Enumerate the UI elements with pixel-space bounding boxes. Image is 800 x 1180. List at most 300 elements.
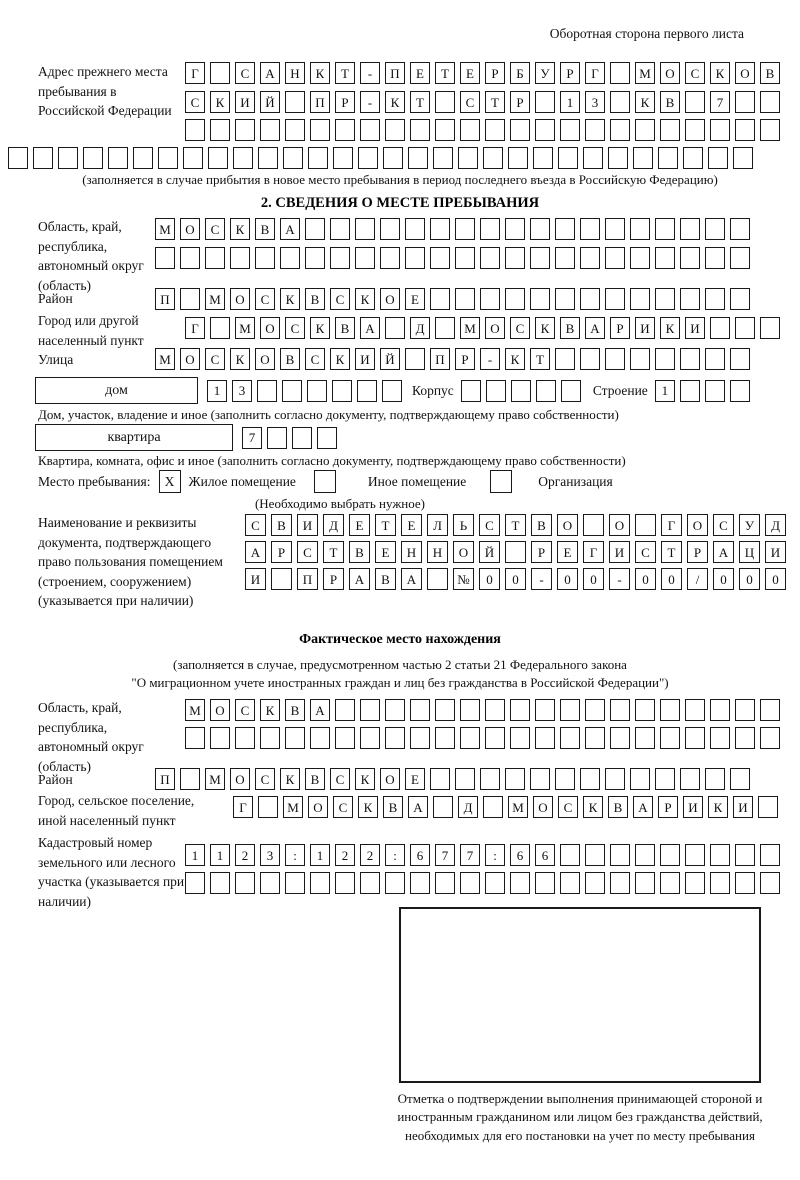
char-box[interactable]: Ь (453, 514, 474, 536)
char-box[interactable] (485, 699, 505, 721)
char-box[interactable] (260, 727, 280, 749)
char-box[interactable]: А (349, 568, 370, 590)
char-box[interactable] (530, 288, 550, 310)
char-box[interactable] (280, 247, 300, 269)
char-box[interactable] (580, 288, 600, 310)
char-box[interactable] (383, 147, 403, 169)
char-box[interactable]: И (609, 541, 630, 563)
char-box[interactable]: П (430, 348, 450, 370)
char-box[interactable] (605, 247, 625, 269)
char-box[interactable]: Т (323, 541, 344, 563)
char-box[interactable]: 3 (260, 844, 280, 866)
char-box[interactable] (760, 844, 780, 866)
char-box[interactable]: : (285, 844, 305, 866)
char-box[interactable]: П (155, 288, 175, 310)
char-box[interactable]: О (180, 218, 200, 240)
char-box[interactable]: 0 (505, 568, 526, 590)
char-box[interactable] (480, 288, 500, 310)
char-box[interactable]: С (305, 348, 325, 370)
char-box[interactable]: К (260, 699, 280, 721)
char-box[interactable] (680, 288, 700, 310)
char-box[interactable]: А (585, 317, 605, 339)
char-box[interactable] (658, 147, 678, 169)
char-box[interactable] (710, 872, 730, 894)
char-box[interactable] (635, 119, 655, 141)
char-box[interactable]: М (283, 796, 303, 818)
char-box[interactable] (705, 768, 725, 790)
char-box[interactable]: С (558, 796, 578, 818)
char-box[interactable] (427, 568, 448, 590)
char-box[interactable] (580, 247, 600, 269)
char-box[interactable] (258, 796, 278, 818)
char-box[interactable] (560, 727, 580, 749)
char-box[interactable] (435, 91, 455, 113)
char-box[interactable] (292, 427, 312, 449)
char-box[interactable] (505, 768, 525, 790)
char-box[interactable] (158, 147, 178, 169)
char-box[interactable]: К (330, 348, 350, 370)
char-box[interactable] (255, 247, 275, 269)
char-box[interactable] (610, 91, 630, 113)
char-box[interactable]: С (330, 768, 350, 790)
char-box[interactable] (230, 247, 250, 269)
char-box[interactable] (185, 119, 205, 141)
char-box[interactable] (760, 699, 780, 721)
char-box[interactable] (683, 147, 703, 169)
char-box[interactable]: - (360, 91, 380, 113)
char-box[interactable] (355, 247, 375, 269)
char-box[interactable]: 1 (207, 380, 227, 402)
char-box[interactable] (510, 699, 530, 721)
char-box[interactable] (585, 699, 605, 721)
char-box[interactable]: Д (410, 317, 430, 339)
char-box[interactable] (605, 768, 625, 790)
char-box[interactable]: А (260, 62, 280, 84)
char-box[interactable]: 0 (557, 568, 578, 590)
char-box[interactable]: П (310, 91, 330, 113)
char-box[interactable]: М (508, 796, 528, 818)
char-box[interactable]: : (385, 844, 405, 866)
char-box[interactable]: 1 (185, 844, 205, 866)
char-box[interactable] (630, 247, 650, 269)
char-box[interactable] (730, 218, 750, 240)
char-box[interactable] (655, 218, 675, 240)
char-box[interactable]: В (560, 317, 580, 339)
char-box[interactable]: С (245, 514, 266, 536)
char-box[interactable] (480, 247, 500, 269)
char-box[interactable]: Р (335, 91, 355, 113)
char-box[interactable] (708, 147, 728, 169)
char-box[interactable] (271, 568, 292, 590)
char-box[interactable] (486, 380, 506, 402)
char-box[interactable] (305, 247, 325, 269)
char-box[interactable]: К (385, 91, 405, 113)
char-box[interactable]: К (280, 768, 300, 790)
char-box[interactable] (635, 699, 655, 721)
char-box[interactable]: Р (610, 317, 630, 339)
char-box[interactable]: В (349, 541, 370, 563)
char-box[interactable] (560, 699, 580, 721)
char-box[interactable]: Р (485, 62, 505, 84)
char-box[interactable]: - (480, 348, 500, 370)
char-box[interactable] (680, 768, 700, 790)
char-box[interactable]: Р (531, 541, 552, 563)
char-box[interactable]: Г (185, 317, 205, 339)
char-box[interactable]: Г (233, 796, 253, 818)
char-box[interactable] (180, 288, 200, 310)
char-box[interactable] (583, 147, 603, 169)
char-box[interactable]: И (635, 317, 655, 339)
char-box[interactable]: Р (687, 541, 708, 563)
char-box[interactable]: В (305, 288, 325, 310)
char-box[interactable] (555, 348, 575, 370)
char-box[interactable] (535, 727, 555, 749)
char-box[interactable] (685, 699, 705, 721)
char-box[interactable]: А (401, 568, 422, 590)
char-box[interactable]: К (310, 317, 330, 339)
char-box[interactable]: А (360, 317, 380, 339)
char-box[interactable] (680, 218, 700, 240)
char-box[interactable]: О (660, 62, 680, 84)
char-box[interactable]: 1 (310, 844, 330, 866)
char-box[interactable] (33, 147, 53, 169)
char-box[interactable]: - (360, 62, 380, 84)
char-box[interactable]: И (235, 91, 255, 113)
char-box[interactable]: В (305, 768, 325, 790)
char-box[interactable]: Е (405, 288, 425, 310)
char-box[interactable] (435, 119, 455, 141)
char-box[interactable]: Т (661, 541, 682, 563)
char-box[interactable] (685, 119, 705, 141)
char-box[interactable] (660, 119, 680, 141)
char-box[interactable] (283, 147, 303, 169)
char-box[interactable] (705, 380, 725, 402)
char-box[interactable]: : (485, 844, 505, 866)
char-box[interactable] (408, 147, 428, 169)
char-box[interactable]: А (245, 541, 266, 563)
char-box[interactable] (530, 768, 550, 790)
char-box[interactable] (733, 147, 753, 169)
char-box[interactable]: О (255, 348, 275, 370)
char-box[interactable] (335, 872, 355, 894)
char-box[interactable] (257, 380, 277, 402)
char-box[interactable]: С (713, 514, 734, 536)
char-box[interactable] (760, 91, 780, 113)
char-box[interactable]: О (210, 699, 230, 721)
char-box[interactable] (555, 218, 575, 240)
char-box[interactable]: С (285, 317, 305, 339)
char-box[interactable] (405, 348, 425, 370)
char-box[interactable]: Й (479, 541, 500, 563)
char-box[interactable]: И (297, 514, 318, 536)
char-box[interactable]: Н (285, 62, 305, 84)
char-box[interactable] (710, 119, 730, 141)
char-box[interactable] (235, 119, 255, 141)
char-box[interactable] (685, 727, 705, 749)
char-box[interactable] (710, 699, 730, 721)
char-box[interactable]: Е (375, 541, 396, 563)
char-box[interactable] (433, 796, 453, 818)
char-box[interactable]: К (708, 796, 728, 818)
checkbox-organizaciya[interactable] (490, 470, 512, 493)
house-type-box[interactable]: дом (35, 377, 198, 404)
char-box[interactable] (435, 727, 455, 749)
char-box[interactable]: Т (435, 62, 455, 84)
char-box[interactable] (660, 699, 680, 721)
char-box[interactable] (485, 119, 505, 141)
char-box[interactable] (535, 119, 555, 141)
char-box[interactable] (183, 147, 203, 169)
char-box[interactable] (307, 380, 327, 402)
char-box[interactable] (760, 317, 780, 339)
char-box[interactable] (385, 317, 405, 339)
char-box[interactable] (630, 348, 650, 370)
char-box[interactable]: Г (583, 541, 604, 563)
char-box[interactable] (458, 147, 478, 169)
char-box[interactable]: Г (661, 514, 682, 536)
char-box[interactable]: С (479, 514, 500, 536)
char-box[interactable]: К (583, 796, 603, 818)
char-box[interactable] (455, 768, 475, 790)
char-box[interactable] (333, 147, 353, 169)
char-box[interactable]: 3 (232, 380, 252, 402)
char-box[interactable] (685, 844, 705, 866)
char-box[interactable] (210, 727, 230, 749)
char-box[interactable] (610, 62, 630, 84)
char-box[interactable] (360, 727, 380, 749)
char-box[interactable] (705, 247, 725, 269)
char-box[interactable]: 0 (739, 568, 760, 590)
char-box[interactable]: А (713, 541, 734, 563)
char-box[interactable]: Г (185, 62, 205, 84)
char-box[interactable] (735, 699, 755, 721)
char-box[interactable]: К (230, 348, 250, 370)
char-box[interactable] (180, 247, 200, 269)
char-box[interactable]: С (685, 62, 705, 84)
char-box[interactable]: С (330, 288, 350, 310)
char-box[interactable] (235, 727, 255, 749)
char-box[interactable] (536, 380, 556, 402)
char-box[interactable]: 0 (479, 568, 500, 590)
char-box[interactable] (710, 844, 730, 866)
char-box[interactable]: 2 (360, 844, 380, 866)
char-box[interactable] (635, 727, 655, 749)
char-box[interactable] (480, 768, 500, 790)
char-box[interactable]: 6 (510, 844, 530, 866)
char-box[interactable] (385, 699, 405, 721)
char-box[interactable] (610, 844, 630, 866)
char-box[interactable] (285, 727, 305, 749)
char-box[interactable] (185, 727, 205, 749)
char-box[interactable]: В (660, 91, 680, 113)
char-box[interactable]: У (739, 514, 760, 536)
char-box[interactable]: О (308, 796, 328, 818)
char-box[interactable] (555, 288, 575, 310)
char-box[interactable] (605, 348, 625, 370)
char-box[interactable]: Е (460, 62, 480, 84)
char-box[interactable]: К (660, 317, 680, 339)
char-box[interactable] (285, 91, 305, 113)
char-box[interactable]: К (535, 317, 555, 339)
char-box[interactable]: В (375, 568, 396, 590)
char-box[interactable] (680, 247, 700, 269)
char-box[interactable] (605, 218, 625, 240)
char-box[interactable] (533, 147, 553, 169)
char-box[interactable] (210, 119, 230, 141)
char-box[interactable]: М (155, 348, 175, 370)
char-box[interactable]: П (155, 768, 175, 790)
char-box[interactable] (633, 147, 653, 169)
char-box[interactable]: С (205, 218, 225, 240)
char-box[interactable] (758, 796, 778, 818)
char-box[interactable]: К (310, 62, 330, 84)
char-box[interactable] (655, 247, 675, 269)
char-box[interactable]: Д (323, 514, 344, 536)
char-box[interactable]: Е (410, 62, 430, 84)
char-box[interactable]: Е (349, 514, 370, 536)
char-box[interactable]: С (460, 91, 480, 113)
char-box[interactable] (461, 380, 481, 402)
char-box[interactable] (610, 699, 630, 721)
char-box[interactable]: С (297, 541, 318, 563)
char-box[interactable]: К (355, 768, 375, 790)
char-box[interactable] (511, 380, 531, 402)
char-box[interactable] (510, 727, 530, 749)
char-box[interactable] (705, 348, 725, 370)
char-box[interactable] (285, 872, 305, 894)
char-box[interactable]: Т (530, 348, 550, 370)
char-box[interactable]: П (385, 62, 405, 84)
char-box[interactable] (267, 427, 287, 449)
char-box[interactable] (610, 872, 630, 894)
char-box[interactable]: С (235, 62, 255, 84)
char-box[interactable] (510, 872, 530, 894)
char-box[interactable]: И (245, 568, 266, 590)
char-box[interactable]: В (608, 796, 628, 818)
char-box[interactable]: С (185, 91, 205, 113)
char-box[interactable]: Ц (739, 541, 760, 563)
char-box[interactable] (330, 218, 350, 240)
char-box[interactable] (285, 119, 305, 141)
char-box[interactable] (235, 872, 255, 894)
char-box[interactable] (480, 218, 500, 240)
char-box[interactable] (258, 147, 278, 169)
char-box[interactable] (655, 768, 675, 790)
char-box[interactable]: В (383, 796, 403, 818)
char-box[interactable] (660, 727, 680, 749)
char-box[interactable] (185, 872, 205, 894)
char-box[interactable] (635, 514, 656, 536)
char-box[interactable]: 0 (635, 568, 656, 590)
char-box[interactable]: О (485, 317, 505, 339)
char-box[interactable]: И (765, 541, 786, 563)
char-box[interactable] (760, 119, 780, 141)
char-box[interactable] (460, 119, 480, 141)
char-box[interactable] (735, 119, 755, 141)
char-box[interactable] (435, 699, 455, 721)
char-box[interactable] (535, 699, 555, 721)
char-box[interactable] (433, 147, 453, 169)
char-box[interactable]: О (380, 768, 400, 790)
char-box[interactable] (505, 541, 526, 563)
char-box[interactable]: У (535, 62, 555, 84)
char-box[interactable] (535, 91, 555, 113)
char-box[interactable]: Д (765, 514, 786, 536)
char-box[interactable] (505, 247, 525, 269)
char-box[interactable] (357, 380, 377, 402)
char-box[interactable] (360, 119, 380, 141)
char-box[interactable]: С (205, 348, 225, 370)
char-box[interactable] (555, 768, 575, 790)
char-box[interactable]: 6 (410, 844, 430, 866)
char-box[interactable] (735, 727, 755, 749)
char-box[interactable] (155, 247, 175, 269)
char-box[interactable] (685, 872, 705, 894)
char-box[interactable]: О (230, 768, 250, 790)
char-box[interactable] (635, 872, 655, 894)
char-box[interactable] (410, 872, 430, 894)
char-box[interactable]: Й (260, 91, 280, 113)
char-box[interactable]: П (297, 568, 318, 590)
char-box[interactable] (561, 380, 581, 402)
char-box[interactable]: И (685, 317, 705, 339)
char-box[interactable] (585, 727, 605, 749)
char-box[interactable]: К (505, 348, 525, 370)
char-box[interactable] (585, 844, 605, 866)
char-box[interactable] (585, 119, 605, 141)
char-box[interactable]: О (533, 796, 553, 818)
char-box[interactable]: Т (335, 62, 355, 84)
char-box[interactable] (483, 796, 503, 818)
char-box[interactable]: О (230, 288, 250, 310)
char-box[interactable] (680, 348, 700, 370)
char-box[interactable]: В (280, 348, 300, 370)
char-box[interactable] (655, 288, 675, 310)
char-box[interactable]: Л (427, 514, 448, 536)
char-box[interactable]: 0 (765, 568, 786, 590)
char-box[interactable]: В (271, 514, 292, 536)
char-box[interactable]: М (635, 62, 655, 84)
char-box[interactable] (710, 727, 730, 749)
char-box[interactable] (610, 119, 630, 141)
checkbox-zhiloe[interactable]: X (159, 470, 181, 493)
char-box[interactable] (730, 247, 750, 269)
char-box[interactable]: М (205, 768, 225, 790)
char-box[interactable]: В (285, 699, 305, 721)
char-box[interactable] (410, 727, 430, 749)
char-box[interactable] (455, 247, 475, 269)
char-box[interactable]: Н (427, 541, 448, 563)
char-box[interactable] (505, 218, 525, 240)
char-box[interactable]: 7 (710, 91, 730, 113)
char-box[interactable]: Т (505, 514, 526, 536)
char-box[interactable]: 1 (655, 380, 675, 402)
char-box[interactable]: В (531, 514, 552, 536)
char-box[interactable] (585, 872, 605, 894)
char-box[interactable] (430, 218, 450, 240)
char-box[interactable]: К (280, 288, 300, 310)
char-box[interactable]: / (687, 568, 708, 590)
char-box[interactable]: В (760, 62, 780, 84)
char-box[interactable]: Н (401, 541, 422, 563)
char-box[interactable] (430, 288, 450, 310)
char-box[interactable]: Е (405, 768, 425, 790)
char-box[interactable] (305, 218, 325, 240)
char-box[interactable]: № (453, 568, 474, 590)
char-box[interactable] (330, 247, 350, 269)
char-box[interactable]: 0 (713, 568, 734, 590)
char-box[interactable]: 0 (661, 568, 682, 590)
